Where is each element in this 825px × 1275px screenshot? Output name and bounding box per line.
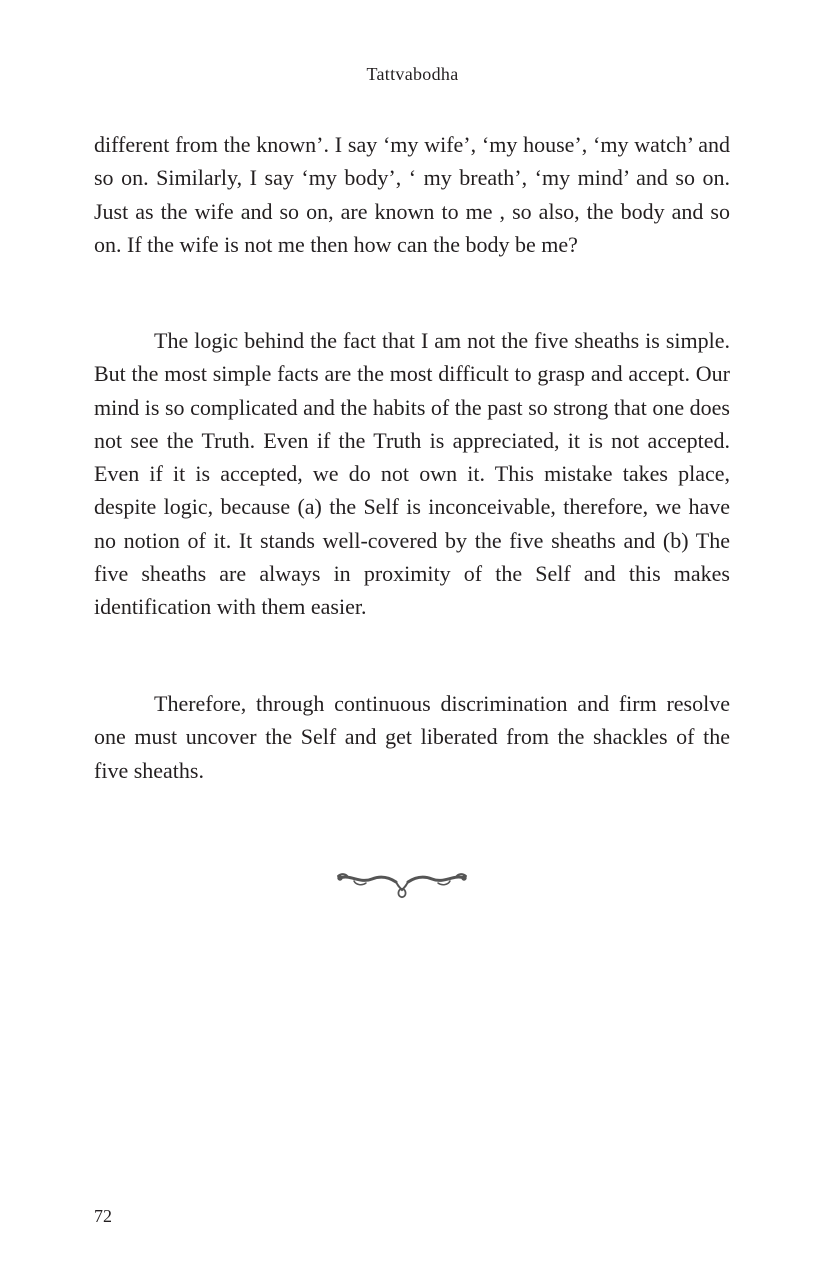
body-paragraph-2: The logic behind the fact that I am not the five sheaths is simple. But the most simple facts are the most difficult to grasp and accept. Our mind is so complicated and the habits of the past so strong that one does not see the Truth. Even if the Truth is appreciated, it is not accepted. Even if it is accepted, we do not own it. This mistake takes place, despite logic, because (a) the Self is inconceivable, therefore, we have no notion of it. It stands well-covered by the five sheaths and (b) The five sheaths are always in proximity of the Self and this makes identification with them easier. [94,328,730,620]
scroll-flourish-icon [336,866,468,900]
body-paragraph-1: different from the known’. I say ‘my wife’, ‘my house’, ‘my watch’ and so on. Similarly, I say ‘my body’, ‘ my breath’, ‘my mind’ and so on. Just as the wife and so on, are known to me , so also, the body and so on. If the wife is not me then how can the body be me? [94,132,730,257]
body-paragraph-3: Therefore, through continuous discrimination and firm resolve one must uncover the Self and get liberated from the shackles of the five sheaths. [94,691,730,783]
page-number: 72 [94,1206,112,1226]
running-header: Tattvabodha [366,64,459,84]
